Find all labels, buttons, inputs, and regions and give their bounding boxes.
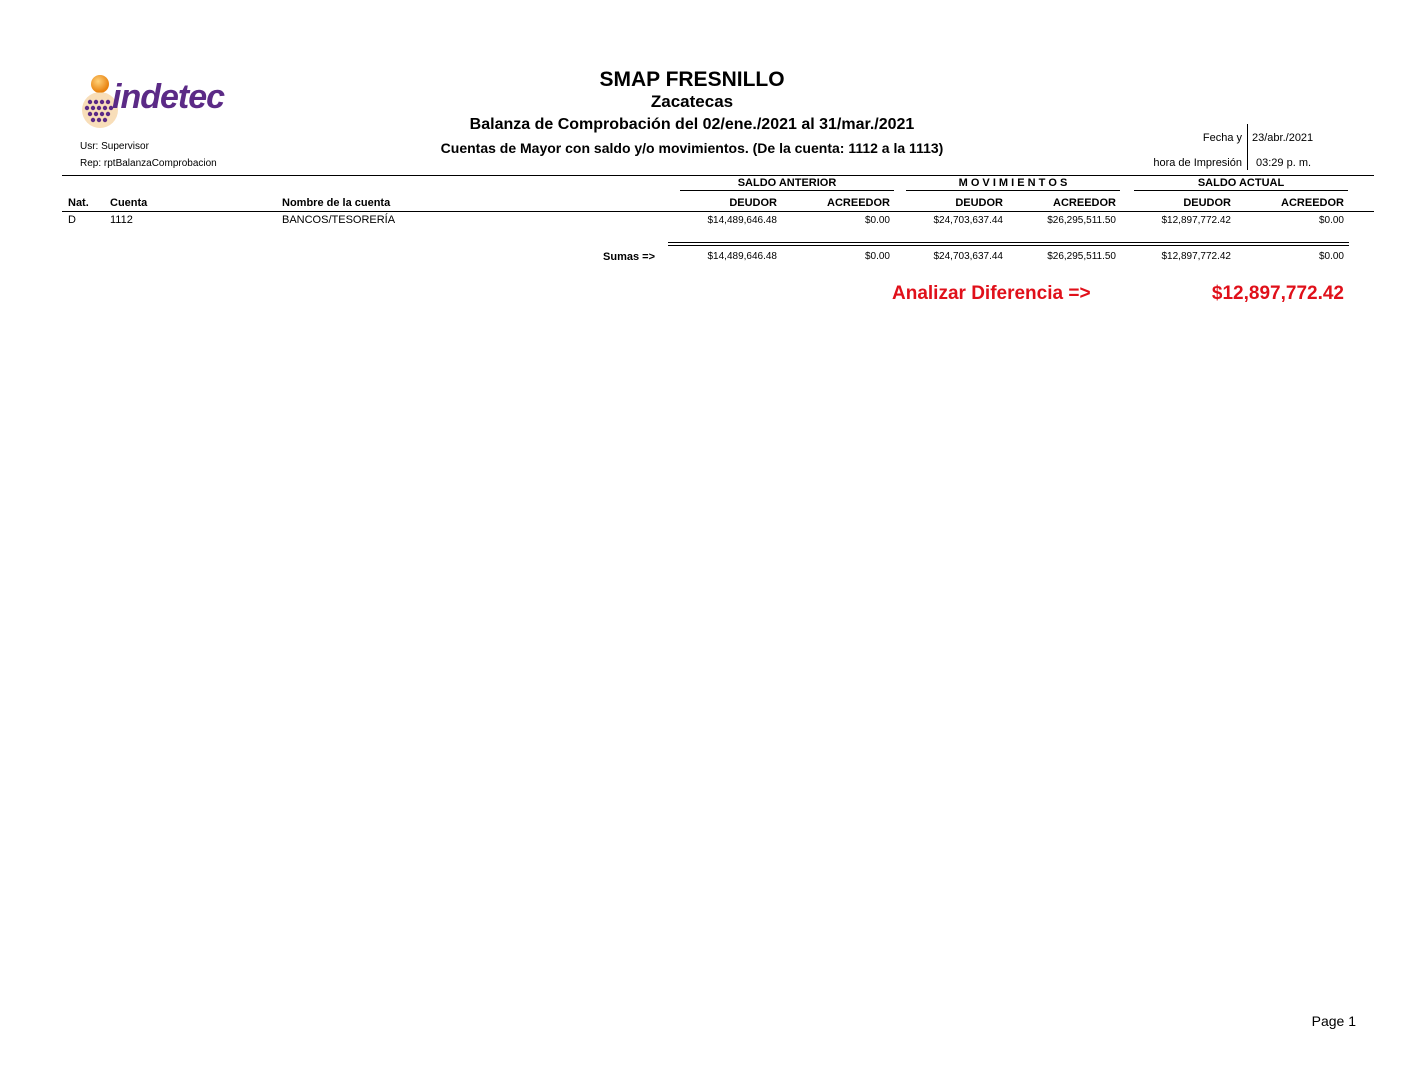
group-underline-1 — [680, 190, 894, 191]
page-number: Page 1 — [1311, 1013, 1356, 1029]
totals-rule-1 — [668, 242, 1349, 243]
totals-sact-deudor: $12,897,772.42 — [1161, 251, 1231, 262]
row-nat: D — [68, 214, 76, 226]
totals-sa-acreedor: $0.00 — [864, 251, 890, 262]
header-rule-bottom — [62, 211, 1374, 212]
group-movimientos: M O V I M I E N T O S — [958, 177, 1068, 189]
row-cuenta: 1112 — [110, 214, 133, 226]
col-mov-deudor: DEUDOR — [955, 197, 1003, 209]
header-rule-top — [62, 175, 1374, 176]
time-value: 03:29 p. m. — [1256, 157, 1312, 169]
indetec-logo — [78, 72, 250, 130]
difference-value: $12,897,772.42 — [1211, 283, 1344, 304]
row-sact-acreedor: $0.00 — [1318, 215, 1344, 226]
col-mov-acreedor: ACREEDOR — [1053, 197, 1116, 209]
col-sa-acreedor: ACREEDOR — [827, 197, 890, 209]
date-label: Fecha y — [1202, 132, 1242, 144]
row-sact-deudor: $12,897,772.42 — [1161, 215, 1231, 226]
report-title: Balanza de Comprobación del 02/ene./2021 al 31/mar./2021 — [469, 116, 915, 133]
totals-mov-deudor: $24,703,637.44 — [933, 251, 1003, 262]
state-subtitle: Zacatecas — [650, 92, 734, 111]
totals-rule-2 — [668, 245, 1349, 246]
row-mov-deudor: $24,703,637.44 — [933, 215, 1003, 226]
date-value: 23/abr./2021 — [1252, 132, 1314, 144]
col-nat: Nat. — [68, 197, 89, 209]
logo-text: indetec — [112, 78, 225, 116]
group-underline-3 — [1134, 190, 1348, 191]
time-label: hora de Impresión — [1153, 157, 1242, 169]
col-sact-deudor: DEUDOR — [1183, 197, 1231, 209]
col-cuenta: Cuenta — [110, 197, 148, 209]
totals-sa-deudor: $14,489,646.48 — [707, 251, 777, 262]
col-sa-deudor: DEUDOR — [729, 197, 777, 209]
group-underline-2 — [906, 190, 1120, 191]
totals-sact-acreedor: $0.00 — [1318, 251, 1344, 262]
group-saldo-actual: SALDO ACTUAL — [1197, 177, 1285, 189]
row-sa-acreedor: $0.00 — [864, 215, 890, 226]
totals-label: Sumas => — [603, 251, 655, 263]
row-sa-deudor: $14,489,646.48 — [707, 215, 777, 226]
row-nombre: BANCOS/TESORERÍA — [282, 214, 396, 226]
date-divider — [1247, 124, 1248, 170]
report-name: Rep: rptBalanzaComprobacion — [80, 158, 217, 169]
row-mov-acreedor: $26,295,511.50 — [1047, 215, 1116, 226]
totals-mov-acreedor: $26,295,511.50 — [1047, 251, 1116, 262]
user-label: Usr: Supervisor — [80, 141, 149, 152]
report-subtitle: Cuentas de Mayor con saldo y/o movimientos. (De la cuenta: 1112 a la 1113) — [440, 140, 944, 156]
group-saldo-anterior: SALDO ANTERIOR — [737, 177, 837, 189]
company-title: SMAP FRESNILLO — [599, 68, 785, 91]
difference-label: Analizar Diferencia => — [892, 283, 1091, 304]
col-nombre: Nombre de la cuenta — [282, 197, 391, 209]
col-sact-acreedor: ACREEDOR — [1281, 197, 1344, 209]
